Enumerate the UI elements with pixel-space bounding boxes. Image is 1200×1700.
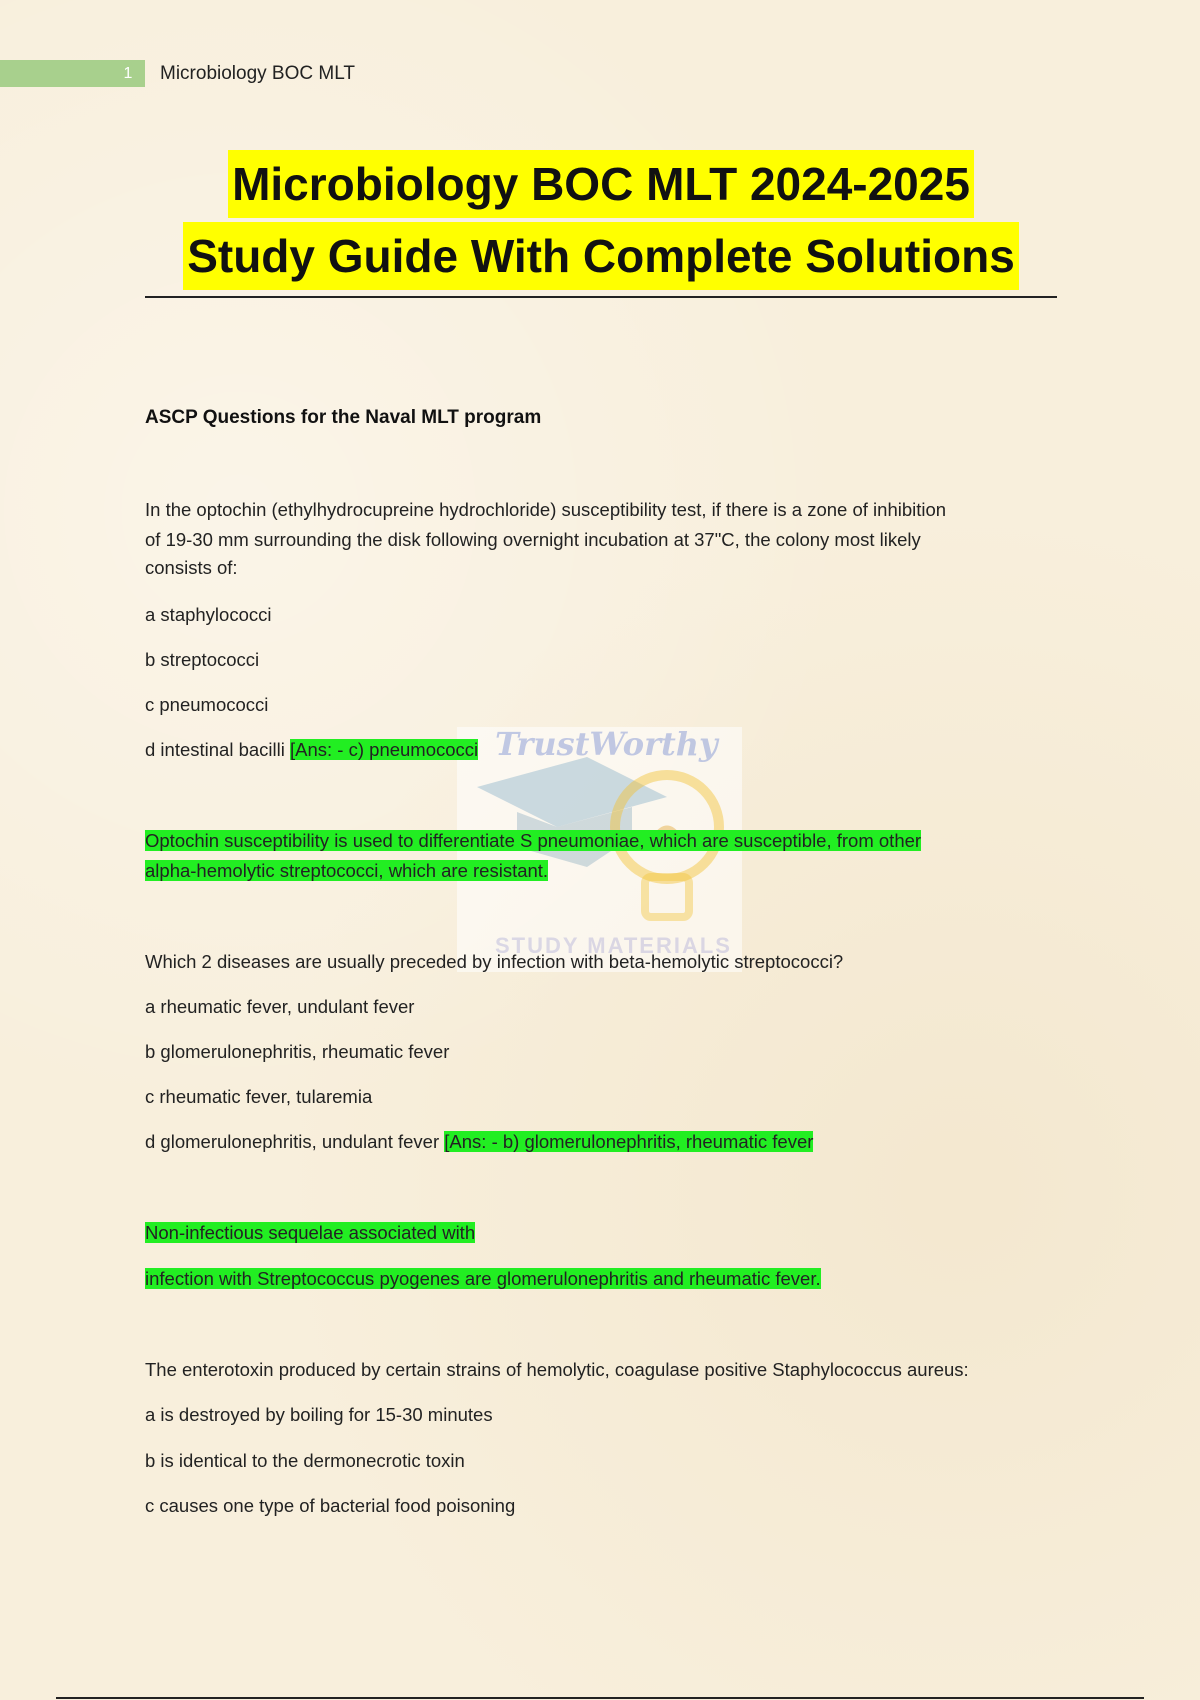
title-divider [145, 296, 1057, 298]
question-2-option-d: d glomerulonephritis, undulant fever [145, 1131, 445, 1152]
question-1-answer: [Ans: - c) pneumococci [290, 739, 479, 760]
title-line-2: Study Guide With Complete Solutions [183, 222, 1019, 290]
question-1-option-b: b streptococci [145, 649, 260, 670]
question-2-explanation-line-2: infection with Streptococcus pyogenes are glomerulonephritis and rheumatic fever. [145, 1268, 821, 1289]
question-2-stem-line-1: Which 2 diseases are usually preceded by infection with beta-hemolytic streptococci? [145, 951, 844, 972]
question-2-option-a: a rheumatic fever, undulant fever [145, 996, 415, 1017]
watermark-sub-text: STUDY MATERIALS [495, 933, 732, 958]
watermark-logo-text: TrustWorthy [495, 725, 718, 763]
question-1-option-d: d intestinal bacilli [145, 739, 290, 760]
question-1-explanation-line-2: alpha-hemolytic streptococci, which are resistant. [145, 860, 549, 881]
question-1-option-a: a staphylococci [145, 604, 272, 625]
question-1-stem-line-3: consists of: [145, 557, 238, 578]
question-1-stem-line-2: of 19-30 mm surrounding the disk following overnight incubation at 37"C, the colony most likely [145, 529, 921, 550]
question-2-option-c: c rheumatic fever, tularemia [145, 1086, 373, 1107]
footer-divider [56, 1697, 1144, 1699]
question-3-option-a: a is destroyed by boiling for 15-30 minutes [145, 1404, 493, 1425]
question-1-explanation-line-1: Optochin susceptibility is used to differentiate S pneumoniae, which are susceptible, from other [145, 830, 922, 851]
question-3-option-c: c causes one type of bacterial food poisoning [145, 1495, 516, 1516]
question-2-option-b: b glomerulonephritis, rheumatic fever [145, 1041, 450, 1062]
section-heading: ASCP Questions for the Naval MLT program [145, 407, 542, 428]
question-1-option-c: c pneumococci [145, 694, 269, 715]
header-title: Microbiology BOC MLT [160, 63, 355, 84]
question-3-option-b: b is identical to the dermonecrotic toxin [145, 1450, 465, 1471]
question-2-answer: [Ans: - b) glomerulonephritis, rheumatic fever [444, 1131, 814, 1152]
page-number: 1 [123, 65, 133, 82]
question-2-explanation-line-1: Non-infectious sequelae associated with [145, 1222, 476, 1243]
title-line-1: Microbiology BOC MLT 2024-2025 [228, 150, 974, 218]
question-1-option-d-row [145, 736, 478, 764]
question-1-stem-line-1: In the optochin (ethylhydrocupreine hydrochloride) susceptibility test, if there is a zone of inhibition [145, 499, 947, 520]
question-3-stem-line-1: The enterotoxin produced by certain strains of hemolytic, coagulase positive Staphylococcus aureus: [145, 1359, 969, 1380]
document-title [145, 148, 1057, 292]
question-2-option-d-row [145, 1128, 813, 1156]
